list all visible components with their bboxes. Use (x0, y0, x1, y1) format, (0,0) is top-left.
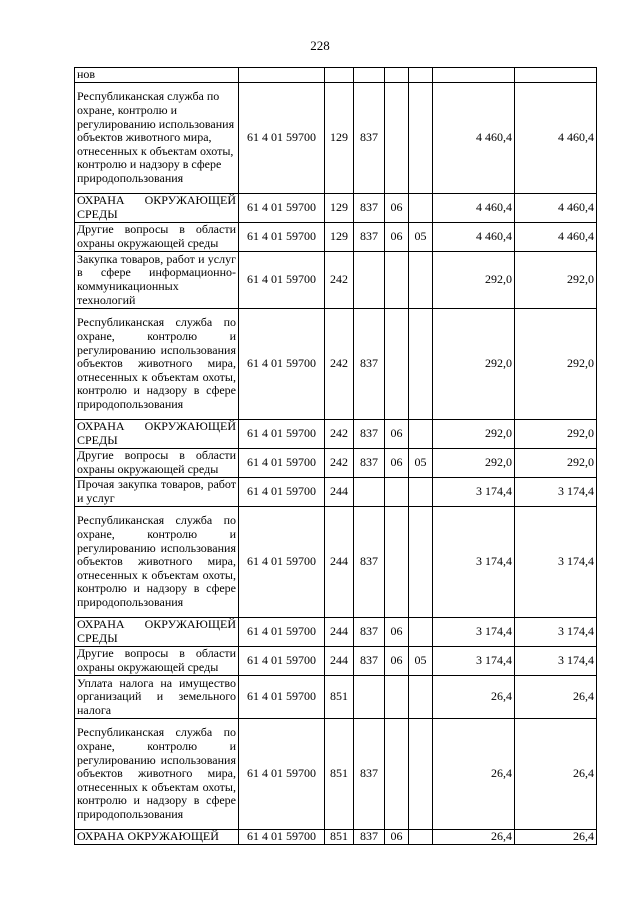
amount-cell-2: 3 174,4 (515, 647, 597, 676)
subsection-cell (409, 618, 433, 647)
section-cell (385, 252, 409, 309)
expense-type-cell: 244 (325, 507, 354, 618)
table-row (75, 420, 597, 449)
administrator-cell: 837 (354, 719, 385, 830)
amount-cell-1: 4 460,4 (433, 223, 515, 252)
administrator-cell: 837 (354, 420, 385, 449)
table-row (75, 194, 597, 223)
expense-type-cell: 242 (325, 252, 354, 309)
amount-cell-1: 292,0 (433, 449, 515, 478)
target-article-cell: 61 4 01 59700 (239, 647, 325, 676)
amount-cell-1: 292,0 (433, 309, 515, 420)
subsection-cell: 05 (409, 223, 433, 252)
target-article-cell: 61 4 01 59700 (239, 194, 325, 223)
row-name-cell: Республиканская служба по охране, контролю и регулированию использования объектов животного мира, отнесенных к объектам охоты, контролю и надзору в сфере природопользования (75, 719, 239, 830)
target-article-cell: 61 4 01 59700 (239, 223, 325, 252)
table-row (75, 618, 597, 647)
expense-type-cell: 851 (325, 719, 354, 830)
subsection-cell (409, 676, 433, 719)
table-row (75, 223, 597, 252)
section-cell: 06 (385, 830, 409, 845)
subsection-cell (409, 68, 433, 83)
amount-cell-2: 292,0 (515, 420, 597, 449)
amount-cell-2: 4 460,4 (515, 83, 597, 194)
table-body (75, 68, 597, 845)
amount-cell-2: 4 460,4 (515, 194, 597, 223)
expense-type-cell: 129 (325, 194, 354, 223)
expense-type-cell (325, 68, 354, 83)
row-name-cell: ОХРАНА ОКРУЖАЮЩЕЙ СРЕДЫ (75, 420, 239, 449)
expense-type-cell: 851 (325, 676, 354, 719)
target-article-cell: 61 4 01 59700 (239, 449, 325, 478)
amount-cell-1: 26,4 (433, 676, 515, 719)
amount-cell-2: 3 174,4 (515, 478, 597, 507)
expense-type-cell: 129 (325, 83, 354, 194)
table-row (75, 478, 597, 507)
amount-cell-2: 26,4 (515, 676, 597, 719)
row-name-cell: нов (75, 68, 239, 83)
budget-table (74, 67, 597, 845)
table-row (75, 449, 597, 478)
subsection-cell: 05 (409, 449, 433, 478)
administrator-cell (354, 676, 385, 719)
administrator-cell: 837 (354, 194, 385, 223)
target-article-cell: 61 4 01 59700 (239, 618, 325, 647)
amount-cell-2: 292,0 (515, 252, 597, 309)
table-row (75, 309, 597, 420)
section-cell (385, 68, 409, 83)
administrator-cell: 837 (354, 830, 385, 845)
subsection-cell (409, 83, 433, 194)
section-cell: 06 (385, 647, 409, 676)
target-article-cell: 61 4 01 59700 (239, 507, 325, 618)
amount-cell-2: 292,0 (515, 309, 597, 420)
amount-cell-2: 26,4 (515, 719, 597, 830)
table-row (75, 252, 597, 309)
row-name-cell: ОХРАНА ОКРУЖАЮЩЕЙ СРЕДЫ (75, 194, 239, 223)
table-row (75, 83, 597, 194)
subsection-cell (409, 830, 433, 845)
amount-cell-2 (515, 68, 597, 83)
table-row (75, 676, 597, 719)
target-article-cell: 61 4 01 59700 (239, 830, 325, 845)
amount-cell-1: 4 460,4 (433, 194, 515, 223)
row-name-cell: ОХРАНА ОКРУЖАЮЩЕЙ СРЕДЫ (75, 618, 239, 647)
amount-cell-2: 292,0 (515, 449, 597, 478)
section-cell (385, 478, 409, 507)
target-article-cell: 61 4 01 59700 (239, 676, 325, 719)
administrator-cell (354, 478, 385, 507)
section-cell (385, 309, 409, 420)
subsection-cell (409, 420, 433, 449)
section-cell (385, 83, 409, 194)
table-row (75, 830, 597, 845)
expense-type-cell: 244 (325, 618, 354, 647)
section-cell: 06 (385, 420, 409, 449)
subsection-cell (409, 309, 433, 420)
section-cell: 06 (385, 194, 409, 223)
row-name-cell: Уплата налога на имущество организаций и земельного налога (75, 676, 239, 719)
expense-type-cell: 244 (325, 647, 354, 676)
subsection-cell (409, 194, 433, 223)
row-name-cell: Республиканская служба по охране, контролю и регулированию использования объектов животного мира, отнесенных к объектам охоты, контролю и надзору в сфере природопользования (75, 507, 239, 618)
amount-cell-2: 3 174,4 (515, 618, 597, 647)
section-cell (385, 676, 409, 719)
amount-cell-1: 3 174,4 (433, 647, 515, 676)
administrator-cell: 837 (354, 618, 385, 647)
amount-cell-1: 292,0 (433, 252, 515, 309)
subsection-cell (409, 719, 433, 830)
expense-type-cell: 129 (325, 223, 354, 252)
row-name-cell: Закупка товаров, работ и услуг в сфере информационно-коммуникационных технологий (75, 252, 239, 309)
amount-cell-2: 3 174,4 (515, 507, 597, 618)
amount-cell-1: 3 174,4 (433, 618, 515, 647)
section-cell: 06 (385, 223, 409, 252)
amount-cell-2: 4 460,4 (515, 223, 597, 252)
row-name-cell: Другие вопросы в области охраны окружающей среды (75, 449, 239, 478)
administrator-cell: 837 (354, 449, 385, 478)
target-article-cell (239, 68, 325, 83)
subsection-cell: 05 (409, 647, 433, 676)
administrator-cell: 837 (354, 507, 385, 618)
amount-cell-1: 292,0 (433, 420, 515, 449)
row-name-cell: ОХРАНА ОКРУЖАЮЩЕЙ (75, 830, 239, 845)
section-cell: 06 (385, 449, 409, 478)
amount-cell-1: 26,4 (433, 830, 515, 845)
page-number: 228 (310, 38, 330, 53)
amount-cell-1: 4 460,4 (433, 83, 515, 194)
row-name-cell: Республиканская служба по охране, контролю и регулированию использования объектов животного мира, отнесенных к объектам охоты, контролю и надзору в сфере природопользования (75, 83, 239, 194)
table-row (75, 647, 597, 676)
administrator-cell: 837 (354, 223, 385, 252)
administrator-cell: 837 (354, 647, 385, 676)
administrator-cell (354, 252, 385, 309)
target-article-cell: 61 4 01 59700 (239, 420, 325, 449)
row-name-cell: Другие вопросы в области охраны окружающей среды (75, 223, 239, 252)
target-article-cell: 61 4 01 59700 (239, 478, 325, 507)
administrator-cell: 837 (354, 309, 385, 420)
target-article-cell: 61 4 01 59700 (239, 83, 325, 194)
section-cell: 06 (385, 618, 409, 647)
expense-type-cell: 242 (325, 420, 354, 449)
target-article-cell: 61 4 01 59700 (239, 252, 325, 309)
subsection-cell (409, 507, 433, 618)
target-article-cell: 61 4 01 59700 (239, 309, 325, 420)
target-article-cell: 61 4 01 59700 (239, 719, 325, 830)
administrator-cell (354, 68, 385, 83)
expense-type-cell: 244 (325, 478, 354, 507)
row-name-cell: Другие вопросы в области охраны окружающей среды (75, 647, 239, 676)
table-row (75, 507, 597, 618)
expense-type-cell: 851 (325, 830, 354, 845)
row-name-cell: Республиканская служба по охране, контролю и регулированию использования объектов животного мира, отнесенных к объектам охоты, контролю и надзору в сфере природопользования (75, 309, 239, 420)
amount-cell-2: 26,4 (515, 830, 597, 845)
row-name-cell: Прочая закупка товаров, работ и услуг (75, 478, 239, 507)
table-row (75, 719, 597, 830)
subsection-cell (409, 252, 433, 309)
amount-cell-1: 3 174,4 (433, 507, 515, 618)
section-cell (385, 507, 409, 618)
subsection-cell (409, 478, 433, 507)
administrator-cell: 837 (354, 83, 385, 194)
amount-cell-1: 26,4 (433, 719, 515, 830)
expense-type-cell: 242 (325, 309, 354, 420)
expense-type-cell: 242 (325, 449, 354, 478)
section-cell (385, 719, 409, 830)
table-row (75, 68, 597, 83)
amount-cell-1 (433, 68, 515, 83)
amount-cell-1: 3 174,4 (433, 478, 515, 507)
